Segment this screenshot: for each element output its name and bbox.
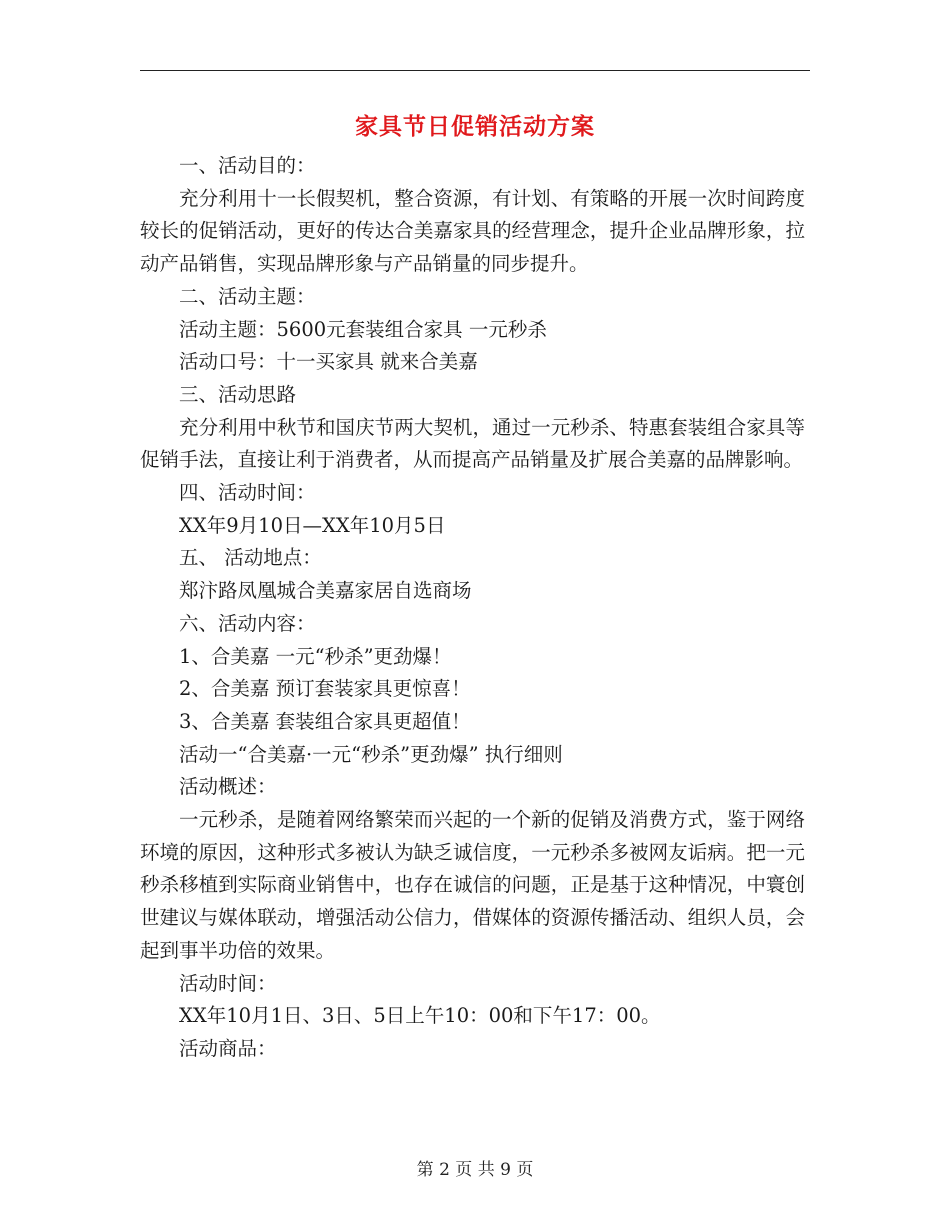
heading-time: 四、活动时间：	[179, 481, 316, 505]
heading-location: 五、 活动地点：	[179, 546, 322, 570]
paragraph-activity-time: XX年10月1日、3日、5日上午10：00和下午17：00。	[179, 1004, 661, 1028]
list-item: 3、合美嘉 套装组合家具更超值！	[179, 709, 471, 733]
document-body	[140, 150, 805, 1066]
header-rule	[140, 70, 810, 71]
page-footer: 第 2 页 共 9 页	[416, 1160, 534, 1180]
paragraph-time: XX年9月10日—XX年10月5日	[179, 513, 446, 537]
paragraph-theme: 活动主题：5600元套装组合家具 一元秒杀	[179, 317, 547, 341]
paragraph-approach: 充分利用中秋节和国庆节两大契机，通过一元秒杀、特惠套装组合家具等促销手法，直接让利于消费者，从而提高产品销量及扩展合美嘉的品牌影响。	[140, 415, 805, 472]
heading-content: 六、活动内容：	[179, 611, 316, 635]
paragraph-purpose: 充分利用十一长假契机，整合资源，有计划、有策略的开展一次时间跨度较长的促销活动，更好的传达合美嘉家具的经营理念，提升企业品牌形象，拉动产品销售，实现品牌形象与产品销量的同步提升。	[140, 186, 805, 276]
heading-activity-one: 活动一“合美嘉·一元“秒杀”更劲爆” 执行细则	[179, 742, 563, 766]
list-item: 1、合美嘉 一元“秒杀”更劲爆！	[179, 644, 452, 668]
heading-approach: 三、活动思路	[179, 382, 297, 406]
heading-theme: 二、活动主题：	[179, 284, 316, 308]
document-title: 家具节日促销活动方案	[355, 113, 595, 140]
list-item: 2、合美嘉 预订套装家具更惊喜！	[179, 677, 471, 701]
heading-overview: 活动概述：	[179, 775, 277, 799]
paragraph-overview: 一元秒杀，是随着网络繁荣而兴起的一个新的促销及消费方式，鉴于网络环境的原因，这种形式多被认为缺乏诚信度，一元秒杀多被网友诟病。把一元秒杀移植到实际商业销售中，也存在诚信的问题，正是基于这种情况，中寰创世建议与媒体联动，增强活动公信力，借媒体的资源传播活动、组织人员，会起到事半功倍的效果。	[140, 808, 805, 962]
paragraph-location: 郑汴路凤凰城合美嘉家居自选商场	[179, 579, 472, 603]
paragraph-slogan: 活动口号：十一买家具 就来合美嘉	[179, 350, 478, 374]
heading-purpose: 一、活动目的：	[179, 154, 316, 177]
heading-activity-goods: 活动商品：	[179, 1036, 277, 1060]
heading-activity-time: 活动时间：	[179, 971, 277, 995]
